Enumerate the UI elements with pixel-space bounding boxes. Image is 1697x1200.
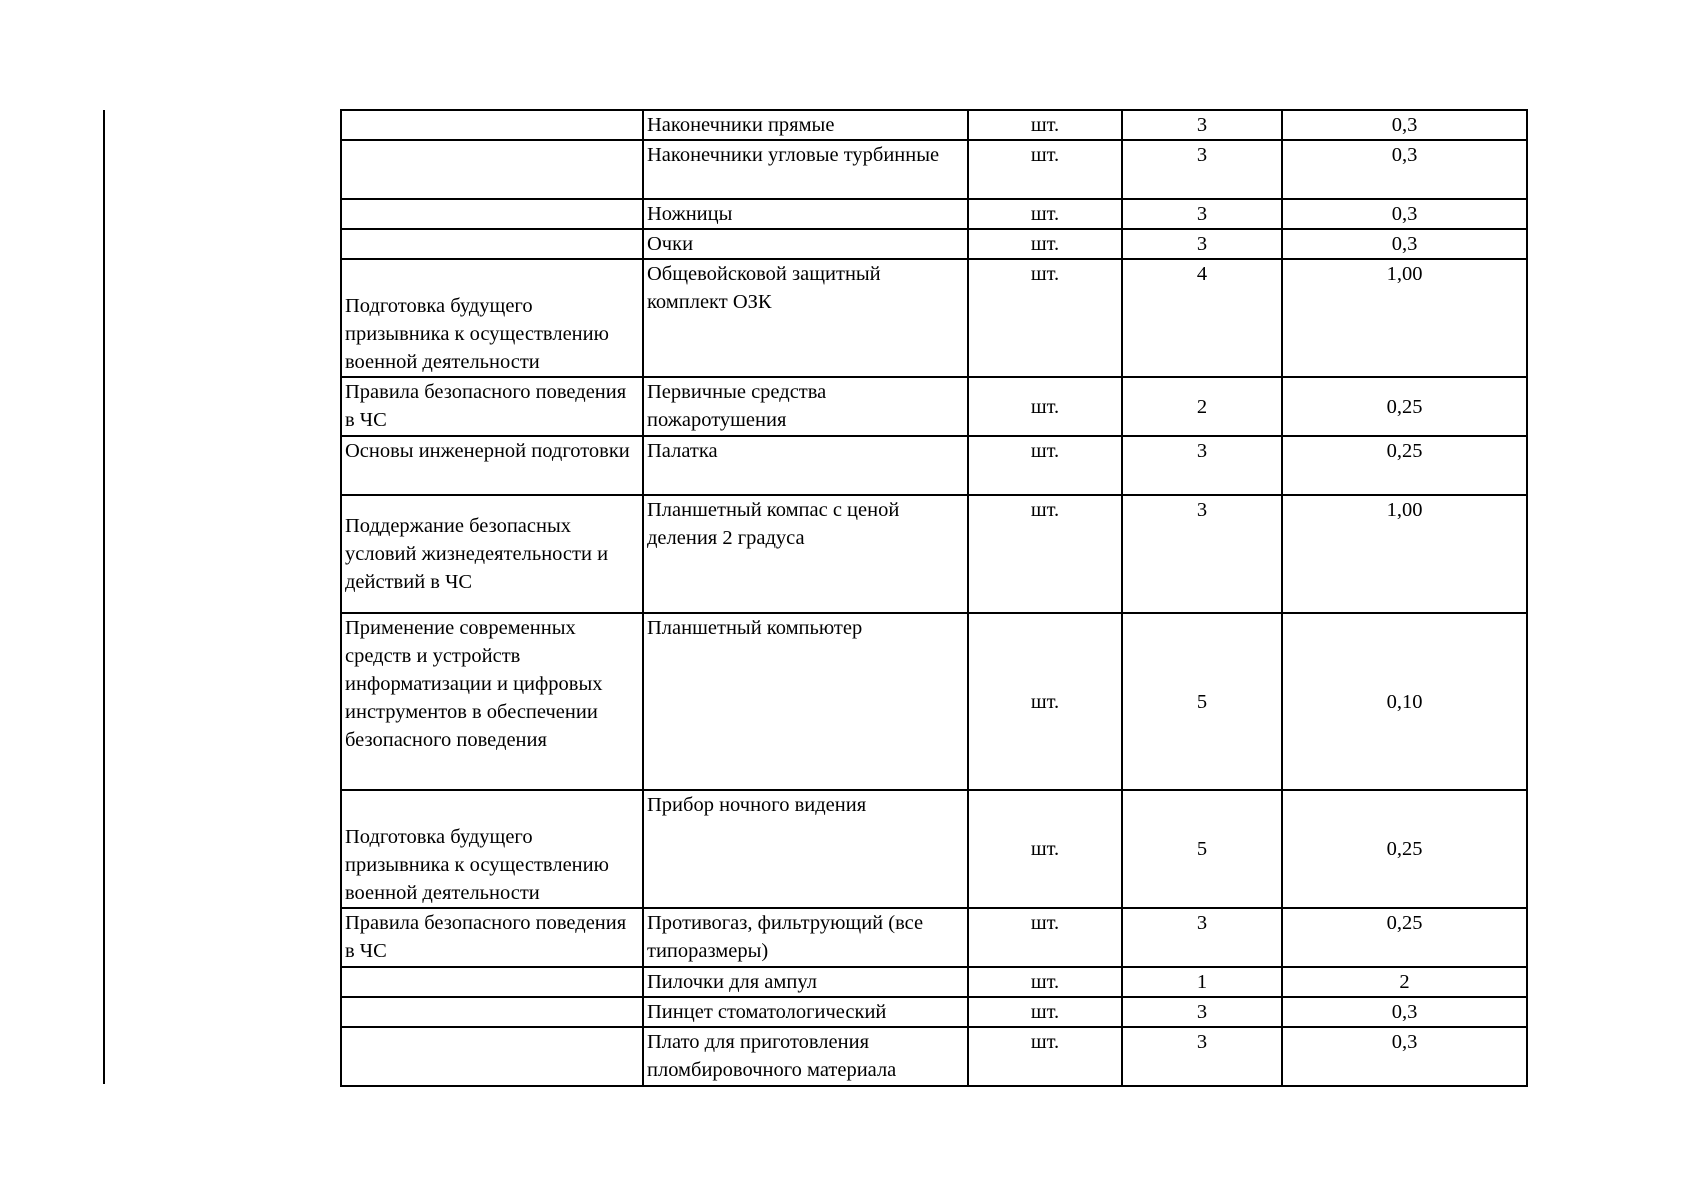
quantity-cell: 3 bbox=[1122, 908, 1282, 967]
topic-cell: Подготовка будущего призывника к осуществлению военной деятельности bbox=[341, 790, 643, 908]
unit-cell: шт. bbox=[968, 997, 1122, 1027]
topic-cell bbox=[341, 967, 643, 997]
table-row bbox=[341, 110, 1527, 140]
unit-cell: шт. bbox=[968, 259, 1122, 377]
table-row bbox=[341, 377, 1527, 436]
coefficient-cell: 0,25 bbox=[1282, 908, 1527, 967]
unit-cell: шт. bbox=[968, 199, 1122, 229]
item-name-cell: Планшетный компьютер bbox=[643, 613, 968, 790]
coefficient-cell: 1,00 bbox=[1282, 495, 1527, 613]
item-name-cell: Палатка bbox=[643, 436, 968, 495]
unit-cell: шт. bbox=[968, 790, 1122, 908]
table-row bbox=[341, 1027, 1527, 1086]
table-row bbox=[341, 967, 1527, 997]
topic-cell bbox=[341, 199, 643, 229]
coefficient-cell: 0,25 bbox=[1282, 436, 1527, 495]
table-row bbox=[341, 199, 1527, 229]
coefficient-cell: 0,3 bbox=[1282, 1027, 1527, 1086]
topic-cell: Применение современных средств и устройств информатизации и цифровых инструментов в обеспечении безопасного поведения bbox=[341, 613, 643, 790]
coefficient-cell: 0,10 bbox=[1282, 613, 1527, 790]
quantity-cell: 4 bbox=[1122, 259, 1282, 377]
unit-cell: шт. bbox=[968, 110, 1122, 140]
topic-cell: Правила безопасного поведения в ЧС bbox=[341, 377, 643, 436]
table-row bbox=[341, 140, 1527, 199]
table-row bbox=[341, 495, 1527, 613]
coefficient-cell: 1,00 bbox=[1282, 259, 1527, 377]
quantity-cell: 3 bbox=[1122, 140, 1282, 199]
table-row bbox=[341, 229, 1527, 259]
table-row bbox=[341, 259, 1527, 377]
quantity-cell: 3 bbox=[1122, 997, 1282, 1027]
topic-cell bbox=[341, 110, 643, 140]
unit-cell: шт. bbox=[968, 495, 1122, 613]
unit-cell: шт. bbox=[968, 229, 1122, 259]
item-name-cell: Плато для приготовления пломбировочного материала bbox=[643, 1027, 968, 1086]
quantity-cell: 2 bbox=[1122, 377, 1282, 436]
quantity-cell: 3 bbox=[1122, 495, 1282, 613]
unit-cell: шт. bbox=[968, 140, 1122, 199]
quantity-cell: 3 bbox=[1122, 110, 1282, 140]
topic-cell: Подготовка будущего призывника к осуществлению военной деятельности bbox=[341, 259, 643, 377]
topic-cell: Основы инженерной подготовки bbox=[341, 436, 643, 495]
coefficient-cell: 0,3 bbox=[1282, 199, 1527, 229]
unit-cell: шт. bbox=[968, 436, 1122, 495]
coefficient-cell: 0,25 bbox=[1282, 377, 1527, 436]
coefficient-cell: 0,3 bbox=[1282, 997, 1527, 1027]
quantity-cell: 5 bbox=[1122, 790, 1282, 908]
unit-cell: шт. bbox=[968, 377, 1122, 436]
coefficient-cell: 0,25 bbox=[1282, 790, 1527, 908]
quantity-cell: 3 bbox=[1122, 1027, 1282, 1086]
unit-cell: шт. bbox=[968, 967, 1122, 997]
item-name-cell: Наконечники угловые турбинные bbox=[643, 140, 968, 199]
quantity-cell: 3 bbox=[1122, 436, 1282, 495]
unit-cell: шт. bbox=[968, 1027, 1122, 1086]
item-name-cell: Прибор ночного видения bbox=[643, 790, 968, 908]
item-name-cell: Пилочки для ампул bbox=[643, 967, 968, 997]
item-name-cell: Противогаз, фильтрующий (все типоразмеры) bbox=[643, 908, 968, 967]
topic-cell bbox=[341, 1027, 643, 1086]
topic-cell: Поддержание безопасных условий жизнедеятельности и действий в ЧС bbox=[341, 495, 643, 613]
unit-cell: шт. bbox=[968, 908, 1122, 967]
coefficient-cell: 0,3 bbox=[1282, 110, 1527, 140]
topic-cell bbox=[341, 140, 643, 199]
topic-cell: Правила безопасного поведения в ЧС bbox=[341, 908, 643, 967]
coefficient-cell: 0,3 bbox=[1282, 140, 1527, 199]
item-name-cell: Первичные средства пожаротушения bbox=[643, 377, 968, 436]
item-name-cell: Планшетный компас с ценой деления 2 градуса bbox=[643, 495, 968, 613]
coefficient-cell: 2 bbox=[1282, 967, 1527, 997]
topic-cell bbox=[341, 229, 643, 259]
item-name-cell: Наконечники прямые bbox=[643, 110, 968, 140]
table-row bbox=[341, 613, 1527, 790]
table-row bbox=[341, 997, 1527, 1027]
item-name-cell: Общевойсковой защитный комплект ОЗК bbox=[643, 259, 968, 377]
topic-cell bbox=[341, 997, 643, 1027]
item-name-cell: Очки bbox=[643, 229, 968, 259]
unit-cell: шт. bbox=[968, 613, 1122, 790]
quantity-cell: 3 bbox=[1122, 229, 1282, 259]
quantity-cell: 1 bbox=[1122, 967, 1282, 997]
page-margin-line bbox=[103, 110, 105, 1084]
table-row bbox=[341, 436, 1527, 495]
coefficient-cell: 0,3 bbox=[1282, 229, 1527, 259]
equipment-table bbox=[340, 109, 1528, 1087]
table-row bbox=[341, 908, 1527, 967]
quantity-cell: 3 bbox=[1122, 199, 1282, 229]
item-name-cell: Ножницы bbox=[643, 199, 968, 229]
table-row bbox=[341, 790, 1527, 908]
item-name-cell: Пинцет стоматологический bbox=[643, 997, 968, 1027]
quantity-cell: 5 bbox=[1122, 613, 1282, 790]
